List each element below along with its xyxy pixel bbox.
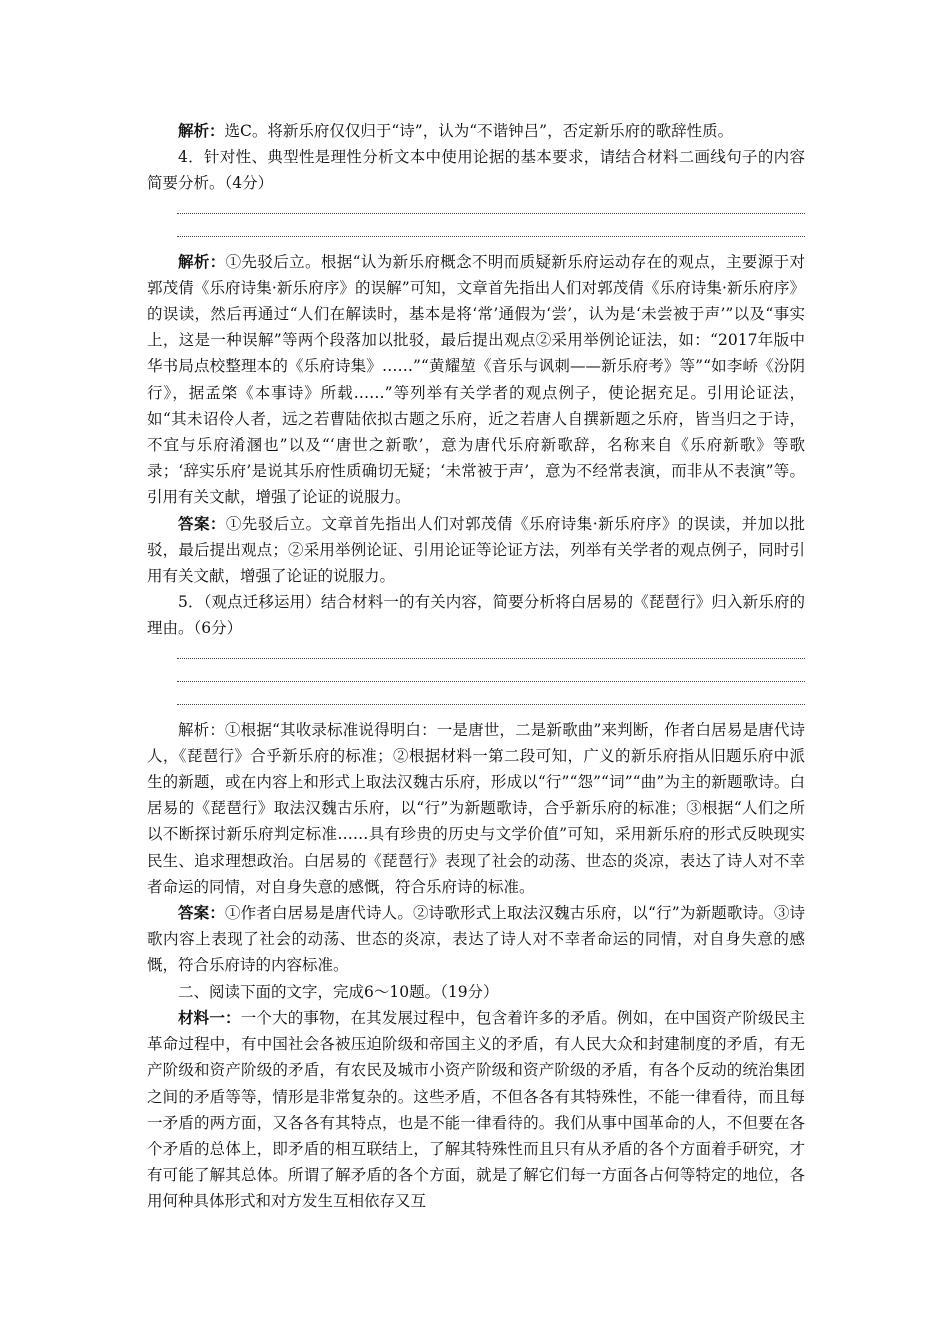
document-page (147, 118, 805, 1215)
answer-text: ①先驳后立。文章首先指出人们对郭茂倩《乐府诗集·新乐府序》的误读，并加以批驳，最后提出观点；②采用举例论证、引用论证等论证方法，列举有关学者的观点例子，同时引用有关文献，增强了论证的说服力。 (147, 514, 805, 586)
material-one (147, 1005, 805, 1215)
section-heading: 二、阅读下面的文字，完成6～10题。（19分） (178, 982, 499, 1001)
q4-analysis (147, 249, 805, 511)
q4-answer-lines (147, 191, 805, 237)
answer-label: 答案： (178, 903, 225, 923)
analysis-label: 解析： (178, 121, 225, 140)
analysis-text: 选C。将新乐府仅仅归于“诗”，认为“不谐钟吕”，否定新乐府的歌辞性质。 (224, 122, 734, 140)
analysis-label: 解析： (178, 720, 225, 739)
q4-question: 4．针对性、典型性是理性分析文本中使用论据的基本要求，请结合材料二画线句子的内容简要分析。（4分） (147, 148, 805, 193)
answer-text: ①作者白居易是唐代诗人。②诗歌形式上取法汉魏古乐府，以“行”为新题歌诗。③诗歌内容上表现了社会的动荡、世态的炎凉，表达了诗人对不幸者命运的同情，对自身失意的感慨，符合乐府诗的内容标准。 (147, 904, 805, 975)
q5-question: 5．（观点迁移运用）结合材料一的有关内容，简要分析将白居易的《琵琶行》归入新乐府的理由。（6分） (147, 593, 805, 638)
q4-answer (147, 511, 805, 590)
answer-line[interactable] (177, 214, 805, 237)
q5-answer-lines (147, 636, 805, 705)
answer-line[interactable] (177, 682, 805, 705)
answer-line[interactable] (177, 636, 805, 659)
q3-analysis (147, 118, 805, 144)
q5-answer (147, 900, 805, 979)
analysis-text: ①根据“其收录标准说得明白：一是唐世，二是新歌曲”来判断，作者白居易是唐代诗人，《琵琶行》合乎新乐府的标准；②根据材料一第二段可知，广义的新乐府指从旧题乐府中派生的新题，或在内容上和形式上取法汉魏古乐府，形成以“行”“怨”“词”“曲”为主的新题歌诗。白居易的《琵琶行》取法汉魏古乐府，以“行”为新题歌诗，合乎新乐府的标准；③根据“人们之所以不断探讨新乐府判定标准……具有珍贵的历史与文学价值”可知，采用新乐府的形式反映现实民生、追求理想政治。白居易的《琵琶行》表现了社会的动荡、世态的炎凉，表达了诗人对不幸者命运的同情，对自身失意的感慨，符合乐府诗的标准。 (147, 720, 805, 896)
answer-line[interactable] (177, 659, 805, 682)
analysis-text: ①先驳后立。根据“认为新乐府概念不明而质疑新乐府运动存在的观点，主要源于对郭茂倩《乐府诗集·新乐府序》的误解”可知，文章首先指出人们对郭茂倩《乐府诗集·新乐府序》的误读，然后再通过“人们在解读时，基本是将‘常’通假为‘尝’，认为是‘未尝被于声’”以及“事实上，这是一种误解”等两个段落加以批驳，最后提出观点②采用举例论证法，如：“2017年版中华书局点校整理本的《乐府诗集》……”“黄耀堃《音乐与讽刺——新乐府考》等”“如李峤《汾阴行》，据孟棨《本事诗》所载……”等列举有关学者的观点例子，使论据充足。引用论证法，如“其未诏伶人者，远之若曹陆依拟古题之乐府，近之若唐人自撰新题之乐府，皆当归之于诗，不宜与乐府淆溷也”以及“‘唐世之新歌’，意为唐代乐府新歌辞，名称来自《乐府新歌》等歌录；‘辞实乐府’是说其乐府性质确切无疑；‘未常被于声’，意为不经常表演，而非从不表演”等。引用有关文献，增强了论证的说服力。 (147, 252, 805, 507)
analysis-label: 解析： (178, 251, 226, 271)
material-label: 材料一： (178, 1007, 241, 1027)
answer-label: 答案： (178, 513, 226, 533)
q5-analysis (147, 717, 805, 900)
material-text: 一个大的事物，在其发展过程中，包含着许多的矛盾。例如，在中国资产阶级民主革命过程中，有中国社会各被压迫阶级和帝国主义的矛盾，有人民大众和封建制度的矛盾，有无产阶级和资产阶级的矛盾，有农民及城市小资产阶级和资产阶级的矛盾，有各个反动的统治集团之间的矛盾等等，情形是非常复杂的。这些矛盾，不但各各有其特殊性，不能一律看待，而且每一矛盾的两方面，又各各有其特点，也是不能一律看待的。我们从事中国革命的人，不但要在各个矛盾的总体上，即矛盾的相互联结上，了解其特殊性而且只有从矛盾的各个方面着手研究，才有可能了解其总体。所谓了解矛盾的各个方面，就是了解它们每一方面各占何等特定的地位，各用何种具体形式和对方发生互相依存又互 (147, 1008, 805, 1211)
